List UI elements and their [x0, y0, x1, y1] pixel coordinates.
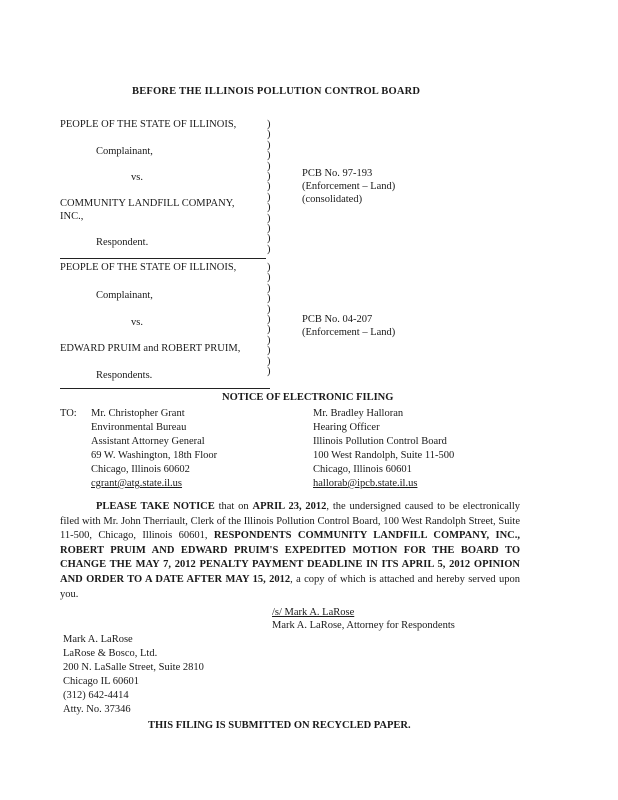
- recipient-left-line2: Environmental Bureau: [91, 422, 187, 433]
- case1-pcb-number: PCB No. 97-193: [302, 168, 373, 179]
- case2-pcb-type: (Enforcement – Land): [302, 327, 396, 338]
- case2-defendant: EDWARD PRUIM and ROBERT PRUIM,: [60, 343, 241, 354]
- case2-defendant-role: Respondents.: [96, 370, 153, 381]
- body-text-3: , a copy of which is attached and hereby served upon you.: [60, 573, 520, 600]
- case1-plaintiff: PEOPLE OF THE STATE OF ILLINOIS,: [60, 119, 237, 130]
- recipient-right-line5: Chicago, Illinois 60601: [313, 464, 412, 475]
- recipient-left-line4: 69 W. Washington, 18th Floor: [91, 450, 218, 461]
- body-motion-title: RESPONDENTS COMMUNITY LANDFILL COMPANY, INC., ROBERT PRUIM AND EDWARD PRUIM'S EXPEDITED MOTION FOR THE BOARD TO CHANGE THE MAY 7, 2012 PENALTY PAYMENT DEADLINE IN ITS APRIL 5, 2012 OPINION AND ORDER TO A DATE AFTER MAY 15, 2012: [60, 530, 520, 585]
- address-city: Chicago IL 60601: [63, 676, 140, 687]
- address-firm: LaRose & Bosco, Ltd.: [63, 648, 158, 659]
- recipient-left-name: Mr. Christopher Grant: [91, 408, 185, 419]
- address-street: 200 N. LaSalle Street, Suite 2810: [63, 662, 204, 673]
- case2-plaintiff: PEOPLE OF THE STATE OF ILLINOIS,: [60, 262, 237, 273]
- case1-defendant-role: Respondent.: [96, 237, 149, 248]
- case2-paren-column: ) ) ) ) ) ) ) ) ) ) ): [267, 262, 271, 378]
- case1-paren-column: ) ) ) ) ) ) ) ) ) ) ) ) ): [267, 119, 271, 255]
- signature-name-title: Mark A. LaRose, Attorney for Respondents: [272, 620, 455, 631]
- case1-versus: vs.: [131, 172, 143, 183]
- case2-plaintiff-role: Complainant,: [96, 290, 153, 301]
- address-phone: (312) 642-4414: [63, 690, 129, 701]
- recipient-left-line3: Assistant Attorney General: [91, 436, 205, 447]
- case2-versus: vs.: [131, 317, 143, 328]
- to-label: TO:: [60, 408, 77, 419]
- notice-heading: NOTICE OF ELECTRONIC FILING: [222, 392, 394, 403]
- signature-line: /s/ Mark A. LaRose: [272, 607, 355, 618]
- recipient-left-email-link[interactable]: cgrant@atg.state.il.us: [91, 478, 183, 489]
- recipient-right-email-link[interactable]: hallorab@ipcb.state.il.us: [313, 478, 418, 489]
- case2-pcb-number: PCB No. 04-207: [302, 314, 373, 325]
- recipient-left-line5: Chicago, Illinois 60602: [91, 464, 190, 475]
- case1-pcb-type: (Enforcement – Land): [302, 181, 396, 192]
- body-date: APRIL 23, 2012: [252, 501, 327, 512]
- case1-pcb-note: (consolidated): [302, 194, 363, 205]
- recipient-right-line2: Hearing Officer: [313, 422, 380, 433]
- case1-defendant-line1: COMMUNITY LANDFILL COMPANY,: [60, 198, 235, 209]
- address-attorney-number: Atty. No. 37346: [63, 704, 131, 715]
- recipient-right-line4: 100 West Randolph, Suite 11-500: [313, 450, 455, 461]
- recipient-right-name: Mr. Bradley Halloran: [313, 408, 404, 419]
- notice-top-rule: [60, 388, 270, 389]
- notice-body-paragraph: [60, 500, 520, 602]
- recycled-paper-footer: THIS FILING IS SUBMITTED ON RECYCLED PAPER.: [148, 720, 411, 731]
- address-name: Mark A. LaRose: [63, 634, 133, 645]
- body-text-1: that on: [214, 501, 253, 512]
- recipient-right-line3: Illinois Pollution Control Board: [313, 436, 447, 447]
- case-divider-rule: [60, 258, 266, 259]
- case1-defendant-line2: INC.,: [60, 211, 84, 222]
- body-lead: PLEASE TAKE NOTICE: [96, 501, 215, 512]
- case1-plaintiff-role: Complainant,: [96, 146, 153, 157]
- body-text-2: , the undersigned caused to be electronically filed with Mr. John Therriault, Clerk of the Illinois Pollution Control Board, 100 West Randolph Street, Suite 11-500, Chicago, Illinois 60601,: [60, 501, 521, 542]
- document-title: BEFORE THE ILLINOIS POLLUTION CONTROL BOARD: [132, 86, 421, 97]
